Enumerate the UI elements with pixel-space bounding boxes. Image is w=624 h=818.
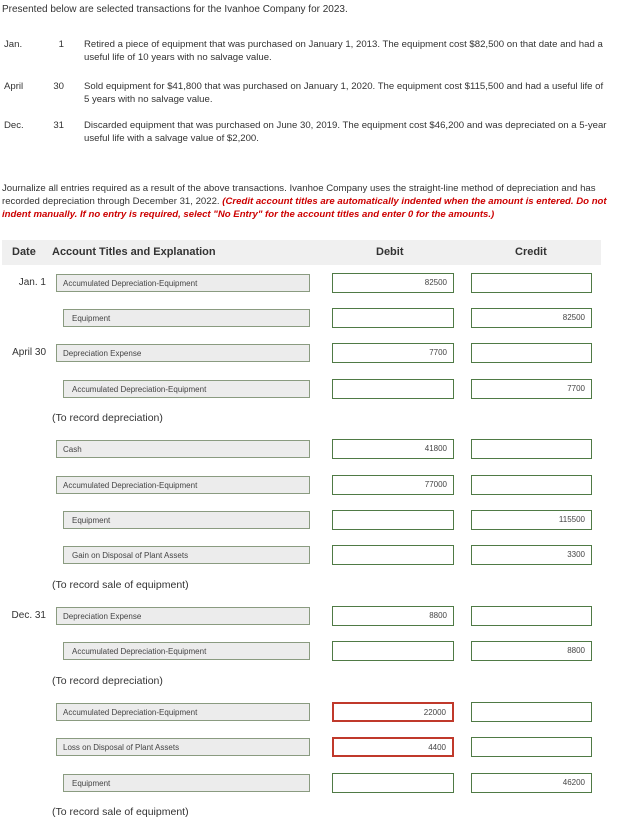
debit-input[interactable]: 8800 bbox=[332, 606, 454, 626]
debit-input-incorrect[interactable]: 22000 bbox=[332, 702, 454, 722]
credit-input[interactable]: 115500 bbox=[471, 510, 592, 530]
transaction-month: April bbox=[4, 81, 24, 92]
header-credit: Credit bbox=[515, 246, 547, 258]
debit-input[interactable] bbox=[332, 545, 454, 565]
transaction-day: 31 bbox=[53, 120, 64, 131]
transaction-dec bbox=[0, 119, 620, 147]
account-select[interactable]: Depreciation Expense bbox=[56, 607, 310, 625]
memo-text: (To record sale of equipment) bbox=[52, 806, 189, 818]
credit-input[interactable]: 3300 bbox=[471, 545, 592, 565]
transaction-day: 1 bbox=[58, 39, 64, 50]
memo-text: (To record depreciation) bbox=[52, 675, 163, 687]
account-select[interactable]: Equipment bbox=[63, 511, 310, 529]
date-dec-31: Dec. 31 bbox=[11, 610, 46, 621]
memo-text: (To record depreciation) bbox=[52, 412, 163, 424]
account-select[interactable]: Equipment bbox=[63, 309, 310, 327]
account-select[interactable]: Gain on Disposal of Plant Assets bbox=[63, 546, 310, 564]
account-select[interactable]: Accumulated Depreciation-Equipment bbox=[56, 703, 310, 721]
account-select[interactable]: Cash bbox=[56, 440, 310, 458]
credit-input[interactable] bbox=[471, 606, 592, 626]
credit-input[interactable] bbox=[471, 702, 592, 722]
debit-input[interactable] bbox=[332, 641, 454, 661]
debit-input-incorrect[interactable]: 4400 bbox=[332, 737, 454, 757]
debit-input[interactable] bbox=[332, 510, 454, 530]
account-select[interactable]: Equipment bbox=[63, 774, 310, 792]
credit-input[interactable]: 7700 bbox=[471, 379, 592, 399]
transaction-day: 30 bbox=[53, 81, 64, 92]
instructions bbox=[2, 182, 618, 221]
intro-text: Presented below are selected transactions for the Ivanhoe Company for 2023. bbox=[2, 4, 348, 15]
debit-input[interactable] bbox=[332, 773, 454, 793]
account-select[interactable]: Accumulated Depreciation-Equipment bbox=[63, 642, 310, 660]
header-account: Account Titles and Explanation bbox=[52, 246, 216, 258]
transaction-april bbox=[0, 80, 620, 108]
debit-input[interactable] bbox=[332, 308, 454, 328]
header-debit: Debit bbox=[376, 246, 404, 258]
debit-input[interactable]: 41800 bbox=[332, 439, 454, 459]
memo-text: (To record sale of equipment) bbox=[52, 579, 189, 591]
account-select[interactable]: Accumulated Depreciation-Equipment bbox=[56, 274, 310, 292]
debit-input[interactable] bbox=[332, 379, 454, 399]
credit-input[interactable]: 82500 bbox=[471, 308, 592, 328]
transaction-text: Retired a piece of equipment that was purchased on January 1, 2013. The equipment cost $82,500 on that date and had a useful life of 10 years with no salvage value. bbox=[84, 39, 603, 63]
account-select[interactable]: Accumulated Depreciation-Equipment bbox=[56, 476, 310, 494]
debit-input[interactable]: 7700 bbox=[332, 343, 454, 363]
date-jan-1: Jan. 1 bbox=[18, 277, 46, 288]
debit-input[interactable]: 82500 bbox=[332, 273, 454, 293]
transaction-month: Dec. bbox=[4, 120, 24, 131]
credit-input[interactable] bbox=[471, 343, 592, 363]
instructions-note: (Credit account titles are automatically indented when the amount is entered. Do not indent manually. If no entry is required, select "No Entry" for the account titles and enter 0 for the amounts.) bbox=[2, 196, 607, 220]
transaction-text: Sold equipment for $41,800 that was purchased on January 1, 2020. The equipment cost $115,500 and had a useful life of 5 years with no salvage value. bbox=[84, 81, 604, 105]
transaction-jan bbox=[0, 38, 620, 66]
header-date: Date bbox=[12, 246, 36, 258]
table-header bbox=[2, 240, 601, 265]
credit-input[interactable]: 8800 bbox=[471, 641, 592, 661]
credit-input[interactable] bbox=[471, 439, 592, 459]
date-april-30: April 30 bbox=[12, 347, 46, 358]
account-select[interactable]: Loss on Disposal of Plant Assets bbox=[56, 738, 310, 756]
credit-input[interactable]: 46200 bbox=[471, 773, 592, 793]
transaction-month: Jan. bbox=[4, 39, 23, 50]
debit-input[interactable]: 77000 bbox=[332, 475, 454, 495]
account-select[interactable]: Depreciation Expense bbox=[56, 344, 310, 362]
credit-input[interactable] bbox=[471, 273, 592, 293]
account-select[interactable]: Accumulated Depreciation-Equipment bbox=[63, 380, 310, 398]
credit-input[interactable] bbox=[471, 475, 592, 495]
transaction-text: Discarded equipment that was purchased on June 30, 2019. The equipment cost $46,200 and was depreciated on a 5-year useful life with a salvage value of $2,200. bbox=[84, 120, 607, 144]
credit-input[interactable] bbox=[471, 737, 592, 757]
instructions-main: Journalize all entries required as a result of the above transactions. Ivanhoe Company uses the straight-line method of depreciation and has recorded depreciation through December 31, 2022. bbox=[2, 183, 596, 207]
